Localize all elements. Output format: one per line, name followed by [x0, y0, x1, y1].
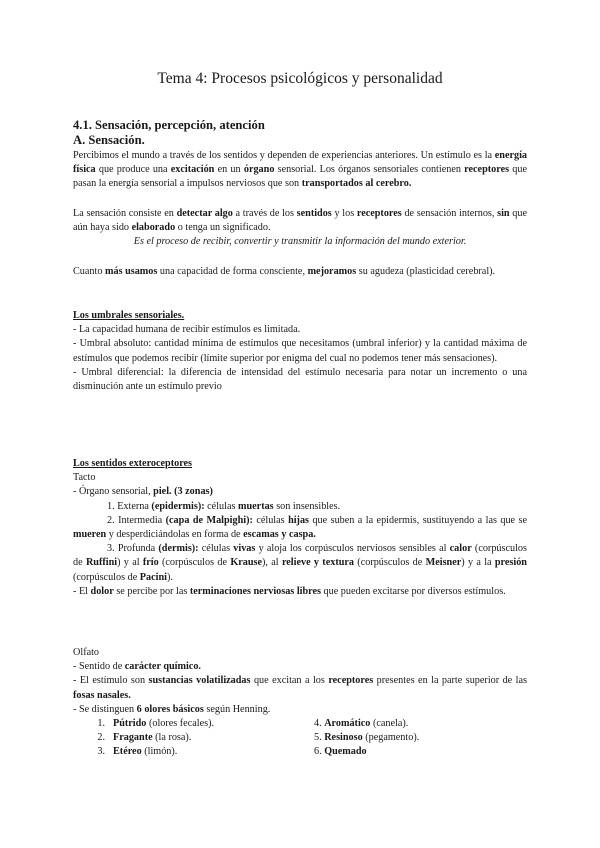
umbrales-line-2: - Umbral absoluto: cantidad mínima de estímulos que necesitamos (umbral inferior) y la cantidad máxima de estímulos que podemos recibir (límite superior por enigma del cual no podemos tener más sensaciones). [73, 338, 527, 364]
text: células [198, 543, 234, 555]
text: La sensación consiste en [73, 208, 177, 219]
text: - El [73, 585, 91, 597]
olor-name: Pútrido [113, 718, 147, 730]
olor-item [314, 731, 527, 745]
section-header [73, 118, 527, 148]
text: y aloja los corpúsculos nerviosos sensibles al [255, 543, 450, 555]
bold-term: mejoramos [307, 266, 357, 277]
olor-desc: (la rosa). [152, 732, 192, 744]
text: a través de los [232, 208, 297, 219]
dolor-line [73, 585, 527, 599]
text: (corpúsculos de [73, 571, 140, 583]
bold-term: Pacini [139, 571, 167, 583]
text: - Sentido de [73, 661, 125, 673]
bold-term: presión [494, 557, 527, 569]
text: se percibe por las [113, 585, 190, 597]
bold-term: (3 zonas) [171, 486, 213, 498]
text: 3. Profunda [107, 543, 159, 555]
text: - Órgano sensorial, [73, 486, 154, 498]
text: células [204, 500, 238, 512]
text: y los [331, 208, 357, 219]
bold-term: excitación [170, 164, 215, 176]
olor-number: 3. [97, 746, 105, 758]
bold-term: escamas y caspa. [243, 529, 316, 541]
text: ) y al [117, 557, 143, 569]
olor-desc: (olores fecales). [146, 718, 215, 730]
olor-desc: (canela). [370, 718, 409, 730]
zona-profunda [73, 542, 527, 585]
bold-term: órgano [243, 164, 275, 176]
bold-term: receptores [356, 208, 402, 219]
olor-item [73, 717, 286, 731]
text: 2. Intermedia [107, 514, 166, 526]
olor-number: 6. [314, 746, 322, 758]
text: según Henning. [203, 703, 271, 715]
olores-column-left [73, 717, 286, 760]
text: ). [166, 571, 173, 583]
bold-term: 6 olores básicos [136, 703, 204, 715]
text: (corpúsculos de [73, 543, 527, 569]
bold-term: mueren [73, 529, 107, 541]
exteroceptores-section [73, 457, 527, 599]
text: Percibimos el mundo a través de los sentidos y dependen de experiencias anteriores. Un estímulo es la [73, 150, 495, 161]
text: que suben a la epidermis, sustituyendo a las que se [309, 514, 527, 526]
bold-term: hijas [288, 514, 310, 526]
olor-name: Quemado [324, 746, 367, 758]
text: sensorial. Los órganos sensoriales contienen [274, 164, 465, 176]
bold-term: relieve y textura [281, 557, 354, 569]
text: que produce una [95, 164, 171, 176]
olor-name: Aromático [324, 718, 371, 730]
olor-item [314, 745, 527, 759]
bold-term: elaborado [131, 222, 176, 234]
text: - Se distinguen [73, 703, 137, 715]
olores-list [73, 717, 527, 760]
paragraph-estimulo [73, 149, 527, 192]
paragraph-plasticidad [73, 265, 527, 279]
zona-externa [73, 500, 527, 514]
bold-term: vivas [233, 543, 256, 555]
bold-term: carácter químico. [124, 661, 201, 673]
text: de sensación internos, [401, 208, 498, 219]
bold-term: Krause [230, 557, 263, 569]
bold-term: (dermis): [158, 543, 199, 555]
bold-term: Meisner [425, 557, 462, 569]
olfato-line-3 [73, 703, 527, 717]
text: que excitan a los [250, 675, 329, 687]
definition-quote: Es el proceso de recibir, convertir y transmitir la información del mundo exterior. [133, 236, 467, 248]
olor-number: 4. [314, 718, 322, 730]
tacto-organo [73, 485, 527, 499]
bold-term: sentidos [296, 208, 332, 219]
olfato-heading: Olfato [73, 647, 100, 658]
olor-number: 1. [97, 718, 105, 730]
bold-term: detectar algo [176, 208, 233, 219]
text: ) y a la [461, 557, 495, 569]
bold-term: muertas [238, 500, 274, 512]
bold-term: sustancias volatilizadas [148, 675, 251, 687]
bold-term: más usamos [104, 266, 158, 277]
paragraph-sensacion [73, 207, 527, 250]
text: o tenga un significado. [175, 222, 271, 234]
olor-name: Resinoso [324, 732, 363, 744]
text: y desperdiciándolas en forma de [106, 529, 244, 541]
umbrales-line-1: - La capacidad humana de recibir estímulos es limitada. [73, 324, 301, 336]
bold-term: (capa de Malpighi): [165, 514, 253, 526]
bold-term: sin [497, 208, 510, 219]
olores-column-right [286, 717, 527, 760]
text: Cuanto [73, 266, 105, 277]
olor-desc: (pegamento). [362, 732, 420, 744]
text: (corpúsculos de [354, 557, 426, 569]
text: en un [214, 164, 244, 176]
olor-item [73, 731, 286, 745]
bold-term: transportados al cerebro. [301, 178, 412, 190]
olfato-line-1 [73, 660, 527, 674]
section-heading: 4.1. Sensación, percepción, atención [73, 118, 265, 132]
olor-desc: (limón). [141, 746, 178, 758]
olor-name: Fragante [113, 732, 153, 744]
document-title: Tema 4: Procesos psicológicos y personalidad [157, 70, 443, 87]
bold-term: dolor [90, 585, 114, 597]
text: 1. Externa [107, 500, 152, 512]
text: células [252, 514, 289, 526]
zona-intermedia [73, 514, 527, 542]
bold-term: fosas nasales. [73, 689, 131, 701]
text: una capacidad de forma consciente, [157, 266, 308, 277]
exteroceptores-heading: Los sentidos exteroceptores [73, 458, 193, 469]
section-subheading: A. Sensación. [73, 133, 145, 147]
bold-term: piel. [153, 486, 172, 498]
text: que pasan la energía sensorial a impulsos nerviosos que son [73, 164, 527, 190]
olor-number: 2. [97, 732, 105, 744]
bold-term: terminaciones nerviosas libres [189, 585, 321, 597]
text: (corpúsculos de [158, 557, 231, 569]
text: ), al [262, 557, 282, 569]
bold-term: energía física [73, 150, 527, 176]
umbrales-line-3: - Umbral diferencial: la diferencia de intensidad del estímulo necesaria para notar un incremento o una disminución ante un estímulo previo [73, 366, 527, 393]
olor-name: Etéreo [113, 746, 142, 758]
text: - El estímulo son [73, 675, 149, 687]
bold-term: receptores [328, 675, 374, 687]
olor-item [314, 717, 527, 731]
olor-item [73, 745, 286, 759]
bold-term: calor [449, 543, 472, 555]
olfato-section [73, 646, 527, 760]
olfato-line-2 [73, 674, 527, 702]
bold-term: receptores [464, 164, 510, 176]
bold-term: Ruffini [85, 557, 118, 569]
text: que pueden excitarse por diversos estímulos. [320, 585, 506, 597]
umbrales-section [73, 309, 527, 394]
text: presentes en la parte superior de las [373, 675, 527, 687]
text: que aún haya sido [73, 208, 527, 234]
bold-term: (epidermis): [151, 500, 205, 512]
umbrales-heading: Los umbrales sensoriales. [73, 310, 185, 321]
text: son insensibles. [273, 500, 341, 512]
bold-term: frío [142, 557, 159, 569]
text: su agudeza (plasticidad cerebral). [356, 266, 496, 277]
olor-number: 5. [314, 732, 322, 744]
tacto-heading: Tacto [73, 472, 96, 484]
